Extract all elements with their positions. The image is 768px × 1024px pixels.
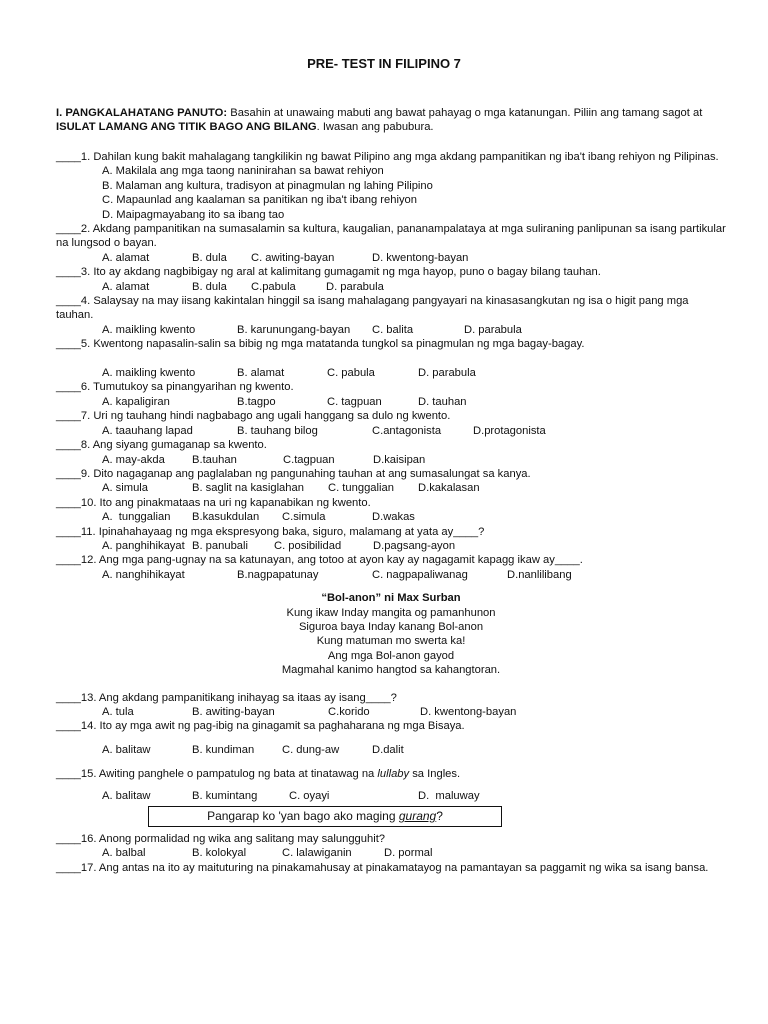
choice-d: D. maluway	[418, 789, 480, 802]
poem-line: Kung matuman mo swerta ka!	[316, 635, 466, 648]
question-10: ____10. Ito ang pinakmataas na uri ng kapanabikan ng kwento.	[56, 496, 371, 509]
choice-d: D. parabula	[464, 323, 522, 336]
question-5: ____5. Kwentong napasalin-salin sa bibig ng mga matatanda tungkol sa pinagmulan ng mga bagay-bagay.	[56, 338, 585, 351]
choice-b: B.kasukdulan	[192, 511, 260, 524]
choice-a: A. alamat	[102, 251, 150, 264]
question-4-choices	[56, 323, 726, 337]
choice-b: B. awiting-bayan	[192, 706, 275, 719]
question-12: ____12. Ang mga pang-ugnay na sa katunayan, ang totoo at ayon kay ay nagagamit kapagg ikaw ay____.	[56, 554, 583, 567]
choice-c: C. awiting-bayan	[251, 251, 335, 264]
choice-c: C.simula	[282, 511, 326, 524]
choice-a: A. balitaw	[102, 743, 151, 756]
choice-c: C. oyayi	[289, 789, 330, 802]
question-11-choices	[56, 539, 726, 553]
choice-c: C. tunggalian	[328, 482, 394, 495]
choice-c: C. tagpuan	[327, 395, 382, 408]
choice-b: B. kumintang	[192, 789, 258, 802]
spacer	[56, 782, 726, 789]
question-7: ____7. Uri ng tauhang hindi nagbabago ang ugali hanggang sa dulo ng kwento.	[56, 410, 451, 423]
boxed-sentence-wrap	[56, 806, 726, 827]
choice-b: B. alamat	[237, 367, 285, 380]
question-8: ____8. Ang siyang gumaganap sa kwento.	[56, 439, 267, 452]
choice-d: D.dalit	[372, 743, 404, 756]
question-5-choices	[56, 366, 726, 380]
choice-d: D. kwentong-bayan	[420, 706, 517, 719]
choice-c: C.korido	[328, 706, 370, 719]
choice-c: C. pabula	[327, 367, 375, 380]
question-16-choices	[56, 846, 726, 860]
question-4: ____4. Salaysay na may iisang kakintalan hinggil sa isang mahalagang pangyayari na kinasasangkutan ng isa o higit pang mga tauhan.	[56, 295, 689, 322]
choice-a: A. tunggalian	[102, 511, 171, 524]
choice-c: C.antagonista	[372, 424, 442, 437]
boxed-sentence	[148, 806, 502, 827]
poem-line: Kung ikaw Inday mangita og pamanhunon	[286, 606, 496, 619]
choice-c: C. nagpapaliwanag	[372, 568, 468, 581]
choice-a: A. kapaligiran	[102, 395, 170, 408]
page-title: PRE- TEST IN FILIPINO 7	[307, 56, 461, 71]
choice-c: C. dung-aw	[282, 743, 340, 756]
question-15-stem-end: sa Ingles.	[409, 768, 461, 781]
question-11: ____11. Ipinahahayaag ng mga ekspresyong baka, siguro, malamang at yata ay____?	[56, 525, 485, 538]
choice-a: A. tula	[102, 706, 134, 719]
choice-b: B. panubali	[192, 539, 248, 552]
spacer	[56, 352, 726, 366]
choice-a: A. simula	[102, 482, 149, 495]
choice-c: C.tagpuan	[283, 453, 335, 466]
boxed-sentence-text: Pangarap ko 'yan bago ako maging	[207, 809, 399, 824]
poem-line: Ang mga Bol-anon gayod	[327, 649, 455, 662]
choice-b: B. tauhang bilog	[237, 424, 318, 437]
choice-d: D.pagsang-ayon	[373, 539, 456, 552]
choice-c: C. posibilidad	[274, 539, 342, 552]
question-3: ____3. Ito ay akdang nagbibigay ng aral at kalimitang gumagamit ng mga hayop, puno o bagay bilang tauhan.	[56, 266, 601, 279]
choice-b: B. Malaman ang kultura, tradisyon at pinagmulan ng lahing Pilipino	[102, 179, 433, 192]
choice-b: B.tauhan	[192, 453, 237, 466]
choice-d: D. kwentong-bayan	[372, 251, 469, 264]
poem-line: Magmahal kanimo hangtod sa kahangtoran.	[281, 664, 501, 677]
choice-a: A. balbal	[102, 847, 146, 860]
instructions-heading: I. PANGKALAHATANG PANUTO:	[56, 107, 228, 119]
question-1: ____1. Dahilan kung bakit mahalagang tangkilikin ng bawat Pilipino ang mga akdang pampanitikan ng iba't ibang rehiyon ng Pilipinas.	[56, 151, 719, 163]
choice-d: D.nanlilibang	[507, 568, 572, 581]
instructions-emphasis: ISULAT LAMANG ANG TITIK BAGO ANG BILANG	[56, 121, 317, 134]
choice-d: D.protagonista	[473, 424, 546, 437]
choice-b: B. kundiman	[192, 743, 255, 756]
choice-a: A. may-akda	[102, 453, 165, 466]
choice-d: D. pormal	[384, 847, 433, 860]
question-12-choices	[56, 568, 726, 582]
choice-b: B. dula	[192, 251, 227, 264]
choice-d: D. parabula	[418, 367, 476, 380]
question-15	[56, 767, 726, 781]
question-14-choices	[56, 743, 726, 757]
question-3-choices	[56, 280, 726, 294]
general-instructions	[56, 106, 716, 135]
choice-a: A. panghihikayat	[102, 539, 185, 552]
question-2-choices	[56, 251, 726, 265]
question-8-choices	[56, 453, 726, 467]
choice-b: B.nagpapatunay	[237, 568, 319, 581]
question-9-choices	[56, 481, 726, 495]
question-6: ____6. Tumutukoy sa pinangyarihan ng kwento.	[56, 381, 294, 394]
poem-excerpt	[56, 591, 726, 677]
choice-b: B. dula	[192, 280, 227, 293]
choice-c: C. Mapaunlad ang kaalaman sa panitikan ng iba't ibang rehiyon	[102, 194, 417, 207]
choice-c: C. lalawiganin	[282, 847, 352, 860]
choice-b: B. karunungang-bayan	[237, 323, 351, 336]
question-17: ____17. Ang antas na ito ay maituturing na pinakamahusay at pinakamatayog na pamantayan sa paggamit ng wika sa isang bansa.	[56, 861, 709, 874]
underlined-word: gurang	[398, 809, 437, 824]
question-15-choices	[56, 789, 726, 803]
question-15-italic: lullaby	[377, 768, 410, 781]
instructions-text: Basahin at unawaing mabuti ang bawat pahayag o mga katanungan. Piliin ang tamang sagot at	[227, 107, 703, 119]
question-15-stem: ____15. Awiting panghele o pampatulog ng bata at tinatawag na	[56, 768, 378, 781]
spacer	[56, 757, 726, 767]
choice-d: D.kakalasan	[418, 482, 480, 495]
question-list	[56, 150, 726, 875]
question-9: ____9. Dito nagaganap ang paglalaban ng pangunahing tauhan at ang sumasalungat sa kanya.	[56, 467, 531, 480]
question-16: ____16. Anong pormalidad ng wika ang salitang may salungguhit?	[56, 833, 386, 846]
choice-d: D. Maipagmayabang ito sa ibang tao	[102, 208, 285, 221]
choice-c: C.pabula	[251, 280, 296, 293]
choice-a: A. maikling kwento	[102, 323, 196, 336]
poem-title: “Bol-anon” ni Max Surban	[321, 592, 461, 605]
question-1-choices	[56, 164, 726, 222]
choice-c: C. balita	[372, 323, 414, 336]
spacer	[56, 734, 726, 743]
boxed-sentence-end: ?	[436, 809, 443, 824]
question-13: ____13. Ang akdang pampanitikang inihayag sa itaas ay isang____?	[56, 691, 397, 704]
choice-d: D.wakas	[372, 511, 415, 524]
question-13-choices	[56, 705, 726, 719]
instructions-text-end: . Iwasan ang pabubura.	[316, 121, 434, 134]
choice-d: D. parabula	[326, 280, 384, 293]
poem-line: Siguroa baya Inday kanang Bol-anon	[298, 620, 484, 633]
question-10-choices	[56, 510, 726, 524]
choice-b: B. kolokyal	[192, 847, 247, 860]
choice-b: B.tagpo	[237, 395, 276, 408]
choice-d: D. tauhan	[418, 395, 467, 408]
choice-a: A. taauhang lapad	[102, 424, 193, 437]
choice-a: A. Makilala ang mga taong naninirahan sa bawat rehiyon	[102, 165, 384, 178]
question-7-choices	[56, 424, 726, 438]
choice-a: A. nanghihikayat	[102, 568, 185, 581]
choice-d: D.kaisipan	[373, 453, 426, 466]
choice-a: A. balitaw	[102, 789, 151, 802]
question-6-choices	[56, 395, 726, 409]
question-14: ____14. Ito ay mga awit ng pag-ibig na ginagamit sa paghaharana ng mga Bisaya.	[56, 720, 465, 733]
choice-b: B. saglit na kasiglahan	[192, 482, 304, 495]
choice-a: A. alamat	[102, 280, 150, 293]
choice-a: A. maikling kwento	[102, 367, 196, 380]
question-2: ____2. Akdang pampanitikan na sumasalamin sa kultura, kaugalian, pananampalataya at mga suliraning panlipunan sa isang partikular na lungsod o bayan.	[56, 223, 726, 250]
